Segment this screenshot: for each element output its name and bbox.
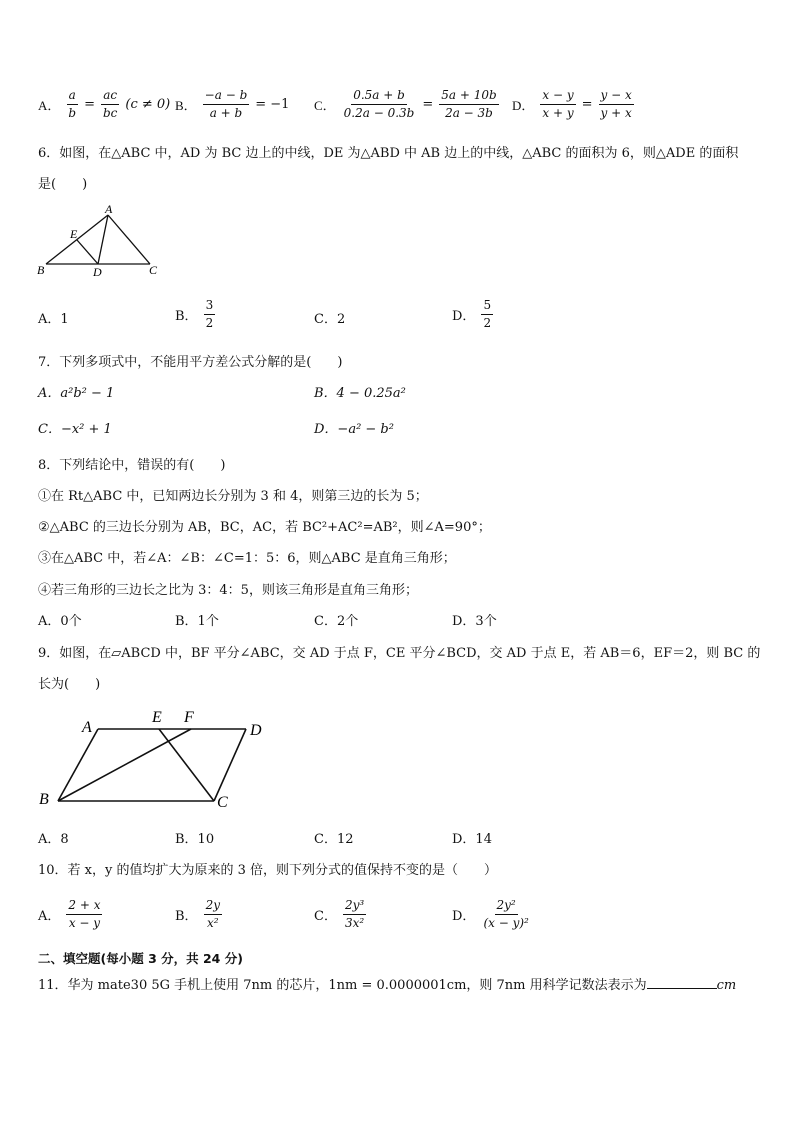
numerator: 0.5a + b (351, 88, 407, 105)
option-label: B． (175, 98, 197, 113)
q9-option-d: D．14 (452, 832, 492, 847)
fraction (343, 898, 366, 931)
q8-statement-2: ②△ABC 的三边长分别为 AB，BC，AC，若 BC²+AC²=AB²，则∠A=90°； (38, 520, 491, 535)
label-d: D (93, 265, 102, 279)
q10-option-a (38, 898, 102, 931)
q9-option-a: A．8 (38, 832, 69, 847)
q8-statement-3: ③在△ABC 中，若∠A：∠B：∠C=1：5：6，则△ABC 是直角三角形； (38, 551, 456, 566)
option-label: D． (452, 309, 476, 324)
label-a: A (82, 719, 92, 736)
label-e: E (70, 227, 78, 241)
denominator: 3x² (344, 916, 365, 930)
label-b: B (37, 263, 45, 277)
label-a: A (105, 202, 113, 216)
q7-option-d: D．−a² − b² (314, 422, 394, 437)
q10-stem: 10．若 x，y 的值均扩大为原来的 3 倍，则下列分式的值保持不变的是（ ） (38, 863, 498, 878)
denominator: x² (206, 916, 219, 930)
q6-option-a: A．1 (38, 312, 69, 327)
numerator: 2y² (495, 898, 518, 915)
q11-line (38, 976, 736, 995)
q8-statement-4: ④若三角形的三边长之比为 3：4：5，则该三角形是直角三角形； (38, 583, 418, 598)
segment-ac (108, 215, 150, 264)
numerator: y − x (599, 88, 634, 105)
segment-ed (77, 240, 98, 264)
condition: (c ≠ 0) (125, 97, 171, 112)
denominator: a + b (209, 106, 243, 120)
q10-option-c (314, 898, 366, 931)
denominator: b (68, 106, 77, 120)
numerator: 2y³ (343, 898, 366, 915)
q9-option-b: B．10 (175, 832, 215, 847)
q8-option-c: C．2个 (314, 614, 359, 629)
fraction (599, 88, 634, 121)
denominator: 2a − 3b (445, 106, 493, 120)
option-label: C． (314, 98, 336, 113)
numerator: 3 (204, 298, 216, 315)
q7-option-b: B．4 − 0.25a² (314, 386, 406, 401)
q6-triangle-figure (32, 200, 172, 282)
numerator: 5a + 10b (439, 88, 498, 105)
q9-stem-line1: 9．如图，在▱ABCD 中，BF 平分∠ABC，交 AD 于点 F，CE 平分∠BCD，交 AD 于点 E，若 AB＝6，EF＝2，则 BC 的 (38, 646, 761, 661)
fraction (204, 898, 222, 931)
label-e: E (152, 709, 162, 726)
denominator: 0.2a − 0.3b (343, 106, 415, 120)
option-label: B． (175, 309, 198, 324)
q5-option-c (314, 88, 499, 121)
q7-stem: 7．下列多项式中，不能用平方差公式分解的是( ) (38, 355, 343, 370)
fraction (66, 898, 102, 931)
equals-sign: = (581, 97, 593, 112)
segment-ce (159, 729, 214, 801)
q5-option-d (512, 88, 634, 121)
right-hand-side: = −1 (255, 97, 290, 112)
label-d: D (250, 722, 262, 739)
q8-option-d: D．3个 (452, 614, 497, 629)
option-label: D． (512, 98, 535, 113)
q5-option-b (175, 88, 289, 121)
option-label: D． (452, 909, 476, 924)
numerator: 2 + x (66, 898, 102, 915)
label-f: F (184, 709, 194, 726)
numerator: 5 (481, 298, 493, 315)
q6-stem-line1: 6．如图，在△ABC 中，AD 为 BC 边上的中线，DE 为△ABD 中 AB 边上的中线，△ABC 的面积为 6，则△ADE 的面积 (38, 146, 739, 161)
equals-sign: = (84, 97, 95, 112)
fraction (101, 88, 119, 121)
q6-option-c: C．2 (314, 312, 346, 327)
q8-statement-1: ①在 Rt△ABC 中，已知两边长分别为 3 和 4，则第三边的长为 5； (38, 489, 428, 504)
q6-stem-line2: 是( ) (38, 177, 88, 192)
q8-stem: 8．下列结论中，错误的有( ) (38, 458, 226, 473)
fraction (481, 898, 530, 931)
denominator: x − y (68, 916, 101, 930)
denominator: 2 (205, 316, 214, 330)
q8-option-a: A．0个 (38, 614, 82, 629)
equals-sign: = (422, 97, 434, 112)
q9-stem-line2: 长为( ) (38, 677, 101, 692)
numerator: ac (101, 88, 119, 105)
q11-stem: 11．华为 mate30 5G 手机上使用 7nm 的芯片，1nm = 0.0000001cm，则 7nm 用科学记数法表示为 (38, 978, 647, 993)
segment-cd (214, 729, 246, 801)
option-label: A． (38, 909, 61, 924)
fraction (342, 88, 417, 121)
q6-option-d (452, 298, 493, 331)
option-label: C． (314, 909, 337, 924)
fraction (481, 298, 493, 331)
denominator: 2 (483, 316, 492, 330)
q6-option-b (175, 298, 215, 331)
answer-blank[interactable] (647, 976, 717, 989)
numerator: −a − b (203, 88, 250, 105)
denominator: bc (102, 106, 118, 120)
q8-option-b: B．1个 (175, 614, 219, 629)
fraction (540, 88, 575, 121)
q10-option-b (175, 898, 222, 931)
q9-parallelogram-figure (34, 702, 284, 814)
q9-option-c: C．12 (314, 832, 354, 847)
label-c: C (217, 794, 228, 811)
denominator: y + x (600, 106, 632, 120)
label-c: C (149, 263, 158, 277)
fraction (66, 88, 78, 121)
numerator: 2y (204, 898, 222, 915)
option-label: A． (38, 98, 61, 113)
numerator: a (67, 88, 78, 105)
q5-option-a (38, 88, 170, 121)
label-b: B (39, 791, 49, 808)
denominator: x + y (542, 106, 574, 120)
option-label: B． (175, 909, 198, 924)
fraction (439, 88, 498, 121)
q10-option-d (452, 898, 531, 931)
fraction (203, 88, 250, 121)
q7-option-c: C．−x² + 1 (38, 422, 112, 437)
denominator: (x − y)² (483, 916, 529, 930)
section-2-title: 二、填空题(每小题 3 分，共 24 分) (38, 951, 243, 966)
fraction (204, 298, 216, 331)
q7-option-a: A．a²b² − 1 (38, 386, 115, 401)
numerator: x − y (540, 88, 575, 105)
q11-unit: cm (716, 978, 737, 993)
